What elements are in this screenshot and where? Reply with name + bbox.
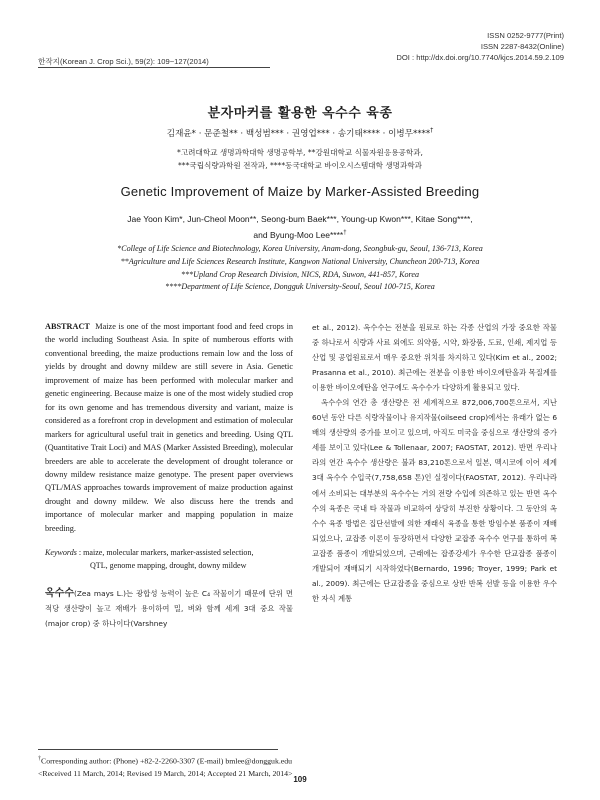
abstract-label: ABSTRACT [45,322,90,331]
affiliation-en-line: *College of Life Science and Biotechnology, Korea University, Anam-dong, Seongbuk-gu, Seoul, 136-713, Korea [117,244,483,253]
dagger-symbol: † [343,230,347,236]
title-korean: 분자마커를 활용한 옥수수 육종 [207,106,393,121]
intro-text: (Zea mays L.)는 광합성 능력이 높은 C₄ 작물이기 때문에 단위 면적당 생산량이 높고 재배가 용이하여 밀, 벼와 함께 세계 3대 중요 작물(major crop) 중 하나이다(Varshney [45,589,293,629]
authors-en-line: and Byung-Moo Lee**** [253,229,344,240]
footnote-rule [38,749,278,750]
intro-paragraph [45,586,293,631]
affiliation-ko-line: *고려대학교 생명과학대학 생명공학부, **강원대학교 식물자원응용공학과, [177,148,423,157]
authors-korean-text: 김재윤* · 문준철** · 백성범*** · 권영업*** · 송기태**** · 이병무**** [166,129,431,139]
page-number: 109 [293,775,307,784]
affiliation-en-line: ****Department of Life Science, Dongguk University-Seoul, Seoul 100-715, Korea [165,282,435,292]
body-paragraph: 옥수수의 연간 총 생산량은 전 세계적으로 872,006,700톤으로서, 지난 60년 동안 다른 식량작물이나 유지작물(oilseed crop)에서는 유래가 없는 6배의 생산량의 증가를 보이고 있으며, 아직도 미국을 중심으로 생산량의 증가세를 보이고 있다(Lee & Tollenaar, 2007; FAOSTAT, 2012). 반면 우리나라의 연간 옥수수 생산량은 불과 83,210톤으로서 일본, 멕시코에 이어 세계 3대 옥수수 수입국(7,758,658 톤)인 실정이다(FAOSTAT, 2012). 우리나라에서 소비되는 대부분의 옥수수는 거의 전량 수입에 의존하고 있는 반면 옥수수의 육종은 국내 타 작물과 비교하여 상당히 부진한 상황이다. 그 동안의 옥수수 육종 방법은 집단선발에 의한 재래식 육종을 통한 방임수분 품종이 재배되었으나, 교잡종 이론이 등장하면서 다양한 교잡종 옥수수 연구를 통하여 복교잡종 품종이 개발되었으며, 근래에는 잡종강세가 우수한 단교잡종 품종이 개발되어 재배되기 시작하였다(Bernardo, 1996; Troyer, 1999; Park et al., 2009). 최근에는 단교잡종을 중심으로 상반 반복 선발 등을 이용한 우수한 자식 계통 [312,398,557,603]
corresponding-author: Corresponding author: (Phone) +82-2-2260-3307 (E-mail) bmlee@dongguk.edu [41,756,293,766]
keywords-line: : maize, molecular markers, marker-assisted selection, [78,548,254,558]
abstract-text: Maize is one of the most important food and feed crops in the world including Southeast Asia. In spite of numberous efforts with conventional breeding, the maize productions remain low and the loss of yields by drought and downy mildew are still severe in Asia. Genetic improvement of maize has been performed with molecular marker and genetic engineering. Because maize is one of the most widely studied crop for its own genome and has tremendous diversity and variant, maize is considered as a forefront crop in development and estimation of molecular markers for agricultural useful trait in genetics and breeding. Using QTL (Quantitative Trait Loci) and MAS (Marker Assisted Breeding), molecular breeders are able to accelerate the development of drought tolerance or downy mildew resistance maize genotype. The present paper overviews QTL/MAS approaches towards improvement of maize production against drought and downy mildew. We also discuss here the trends and importance of molecular marker and mapping population in maize breeding. [45,322,294,533]
doi-link[interactable]: DOI : http://dx.doi.org/10.7740/kjcs.2014.59.2.109 [396,53,564,62]
received-dates: <Received 11 March, 2014; Revised 19 March, 2014; Accepted 21 March, 2014> [38,768,293,778]
title-english: Genetic Improvement of Maize by Marker-Assisted Breeding [120,184,480,199]
affiliation-en-line: **Agriculture and Life Sciences Research Institute, Kangwon National University, Chuncheon 200-713, Korea [120,256,480,266]
issn-print: ISSN 0252-9777(Print) [487,31,564,40]
authors-korean [0,127,600,139]
intro-lead-word: 옥수수 [45,588,74,600]
dagger-symbol: † [430,127,434,135]
right-column [312,320,557,606]
dagger-symbol: † [38,756,41,762]
keywords [45,546,293,572]
affiliations-korean [0,146,600,172]
keywords-label: Keywords [45,548,77,558]
abstract [45,320,293,535]
authors-en-line: Jae Yoon Kim*, Jun-Cheol Moon**, Seong-bum Baek***, Young-up Kwon***, Kitae Song****, [127,214,473,224]
journal-citation: 한작지(Korean J. Crop Sci.), 59(2): 109~127(2014) [38,57,209,66]
keywords-line: QTL, genome mapping, drought, downy mildew [90,561,247,571]
affiliation-ko-line: ***국립식량과학원 전작과, ****동국대학교 바이오시스템대학 생명과학과 [177,161,423,170]
header-rule [38,67,270,68]
authors-english [70,212,530,242]
left-column [45,320,293,631]
affiliation-en-line: ***Upland Crop Research Division, NICS, RDA, Suwon, 441-857, Korea [180,269,420,279]
issn-online: ISSN 2287-8432(Online) [480,42,564,51]
affiliations-english [20,243,580,294]
issn-doi-block [396,30,564,63]
body-paragraph: et al., 2012). 옥수수는 전분을 원료로 하는 각종 산업의 가장 중요한 작물 중 하나로서 식량과 사료 외에도 의약품, 시약, 화장품, 도료, 인쇄, 제지업 등 산업 및 공업원료로서 매우 중요한 위치를 차지하고 있다(Kim et al., 2002; Prasanna et al., 2010). 최근에는 전분을 이용한 바이오에탄올과 목질계를 이용한 바이오에탄올 연구에도 옥수수가 다양하게 활용되고 있다. [312,323,557,393]
